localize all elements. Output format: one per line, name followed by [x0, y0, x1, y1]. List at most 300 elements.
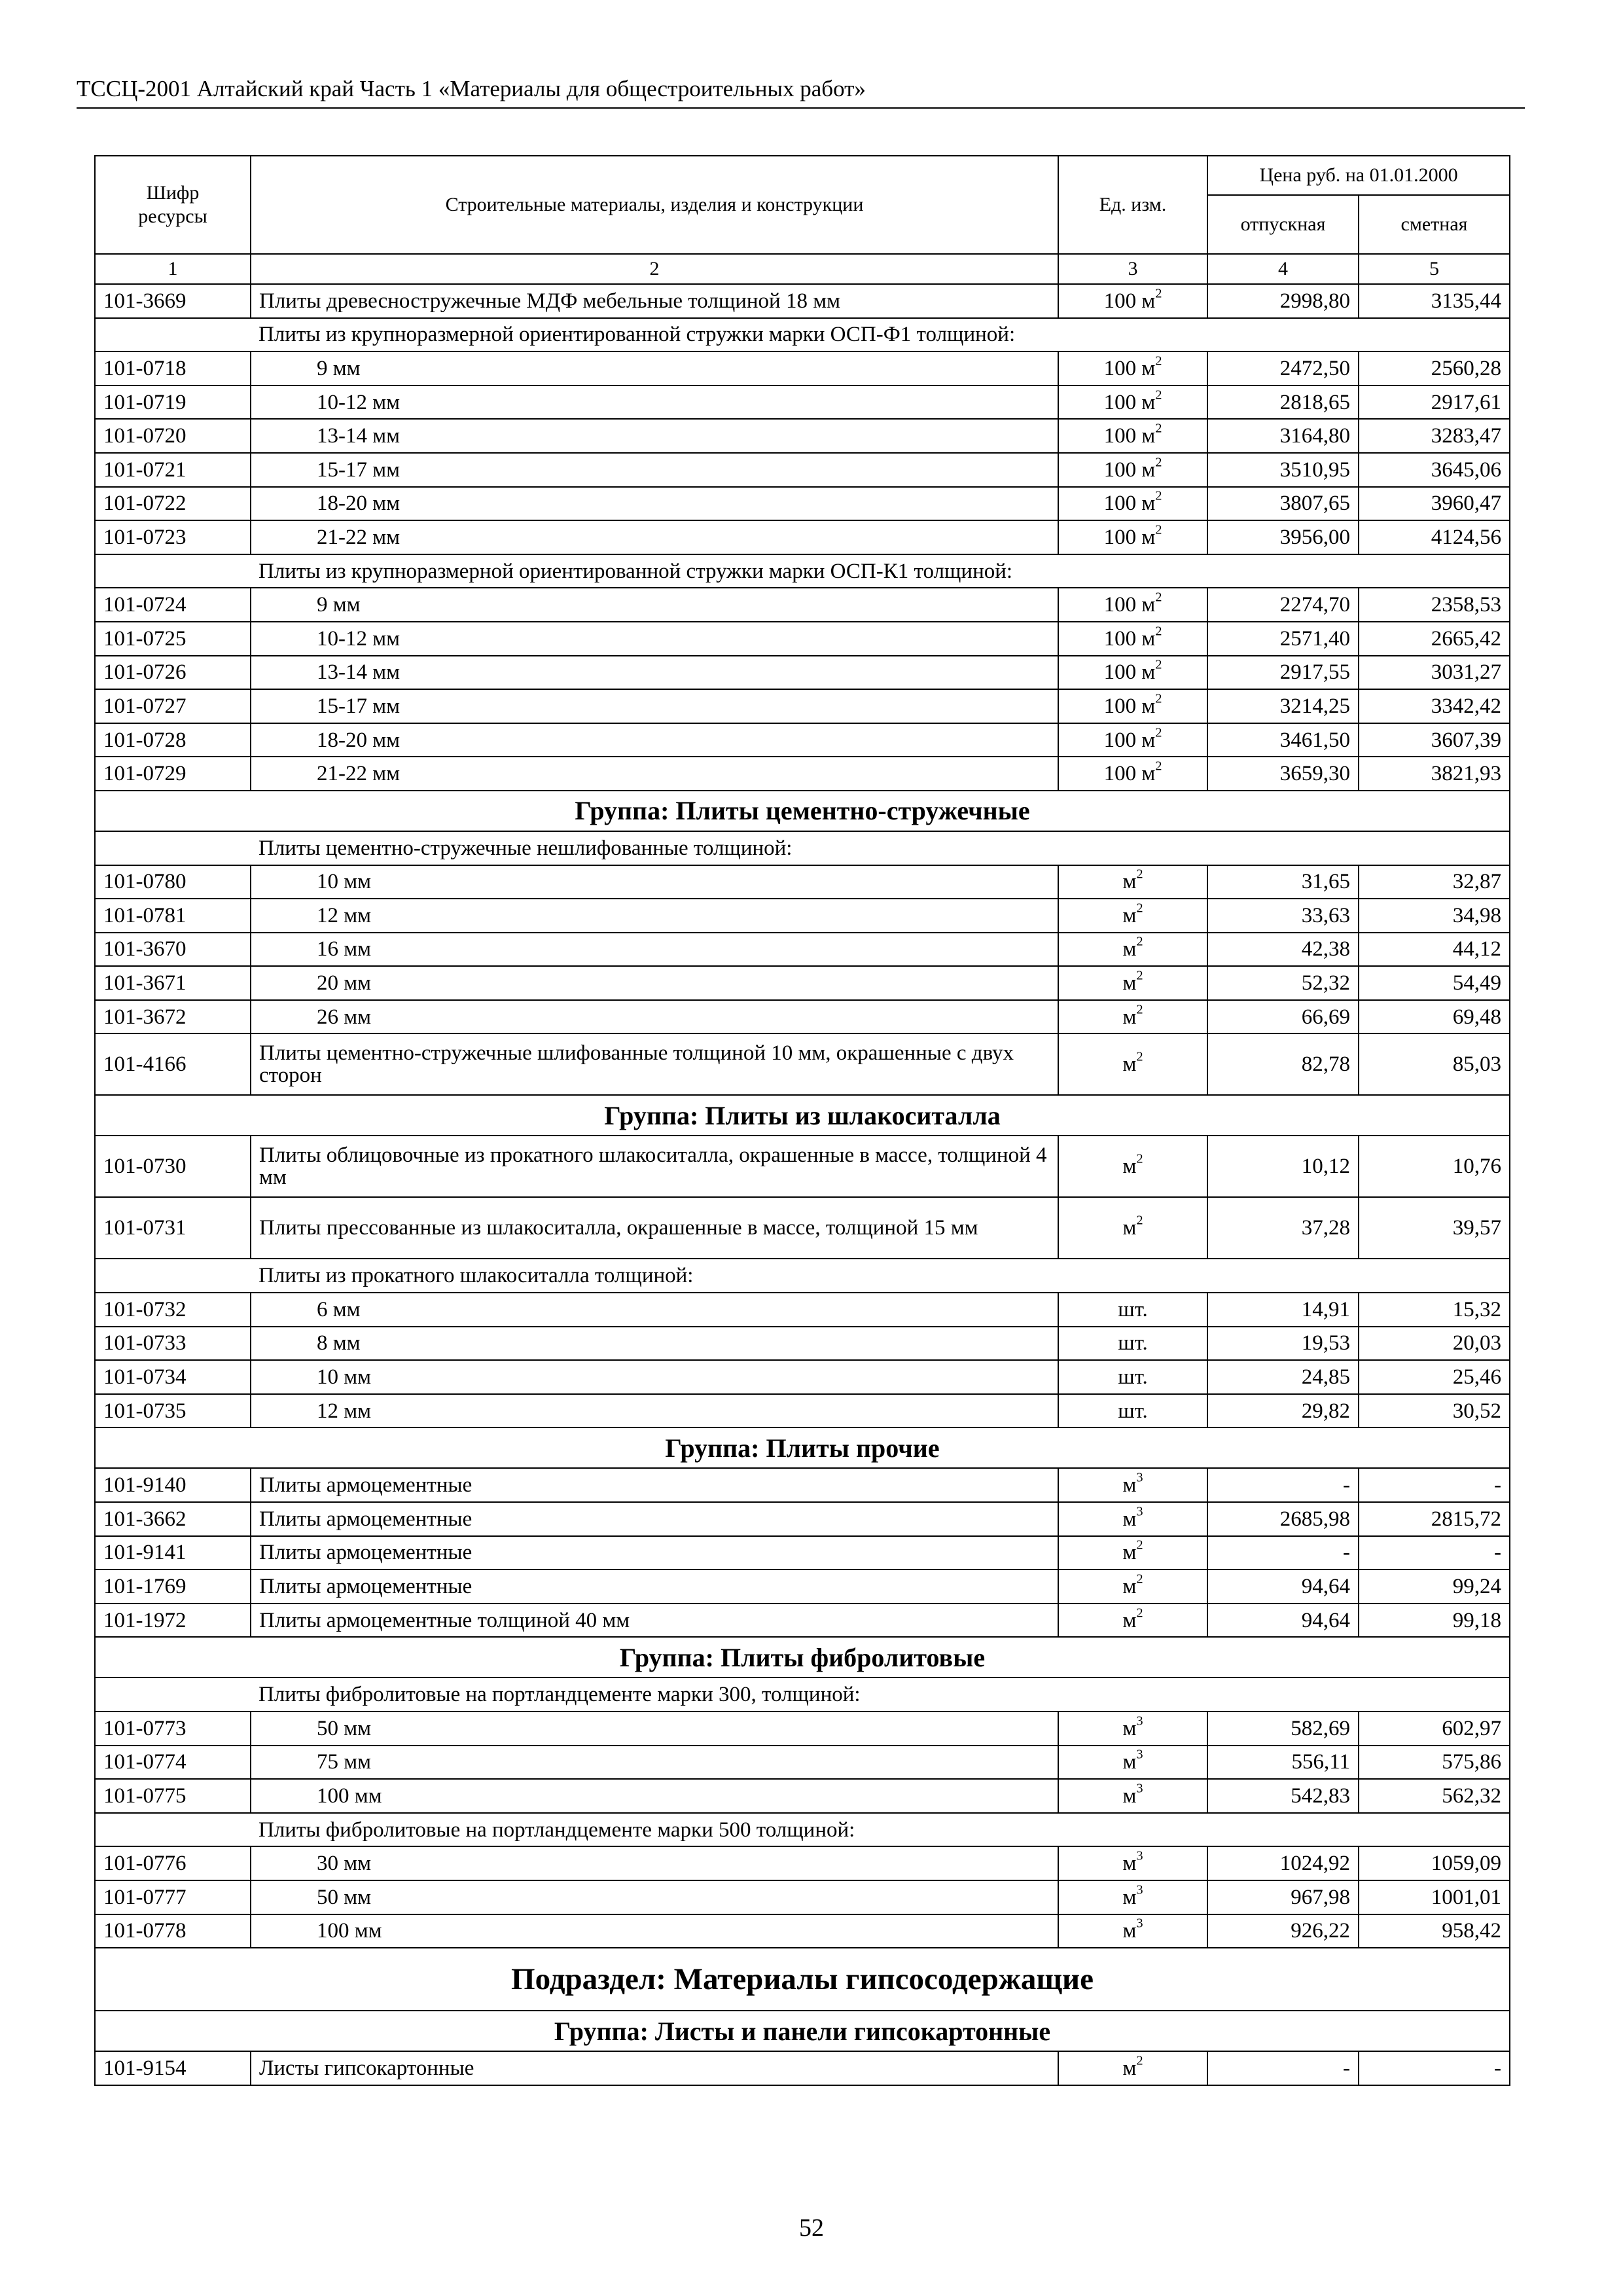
estimate-price: -: [1359, 1536, 1510, 1570]
resource-code: 101-0723: [95, 520, 251, 554]
item-name-cell: [251, 899, 1058, 933]
table-row: [95, 1327, 1510, 1361]
item-name-cell: [251, 351, 1058, 386]
estimate-price: 3342,42: [1359, 689, 1510, 723]
release-price: 94,64: [1207, 1604, 1359, 1638]
release-price: 2818,65: [1207, 386, 1359, 420]
unit-exponent: 2: [1155, 489, 1162, 504]
group-row: [95, 1095, 1510, 1136]
item-name-cell: [251, 520, 1058, 554]
unit-cell: [1058, 1570, 1207, 1604]
unit-cell: [1058, 1293, 1207, 1327]
release-price: 66,69: [1207, 1000, 1359, 1034]
document-header: ТССЦ-2001 Алтайский край Часть 1 «Материалы для общестроительных работ»: [77, 73, 1525, 109]
unit-cell: [1058, 1712, 1207, 1746]
unit-cell: [1058, 899, 1207, 933]
resource-code: 101-0724: [95, 588, 251, 622]
group-row: [95, 1427, 1510, 1468]
resource-code: 101-9154: [95, 2051, 251, 2085]
unit: м: [1122, 971, 1137, 996]
resource-code: 101-0722: [95, 487, 251, 521]
subheading-row: [95, 831, 1510, 865]
item-name: Листы гипсокартонные: [259, 2056, 474, 2080]
item-name-cell: [251, 1360, 1058, 1394]
item-name-cell: [251, 1880, 1058, 1914]
estimate-price: 25,46: [1359, 1360, 1510, 1394]
unit: м: [1122, 870, 1137, 894]
release-price: -: [1207, 2051, 1359, 2085]
unit-exponent: 3: [1136, 1470, 1143, 1485]
unit-cell: [1058, 966, 1207, 1000]
resource-code: 101-0732: [95, 1293, 251, 1327]
table-row: [95, 1570, 1510, 1604]
estimate-price: 99,18: [1359, 1604, 1510, 1638]
unit-exponent: 3: [1136, 1916, 1143, 1931]
estimate-price: 562,32: [1359, 1779, 1510, 1813]
estimate-price: 54,49: [1359, 966, 1510, 1000]
unit-cell: [1058, 1880, 1207, 1914]
item-name-cell: [251, 453, 1058, 487]
table-row: [95, 966, 1510, 1000]
resource-code: 101-0725: [95, 622, 251, 656]
table-row: [95, 622, 1510, 656]
item-name-cell: [251, 1846, 1058, 1880]
table-row: [95, 1846, 1510, 1880]
item-name-cell: [251, 1712, 1058, 1746]
unit-cell: [1058, 865, 1207, 899]
unit-exponent: 2: [1136, 1571, 1143, 1587]
item-name-cell: [251, 1604, 1058, 1638]
unit-cell: [1058, 386, 1207, 420]
empty-cell: [95, 554, 251, 588]
estimate-price: 69,48: [1359, 1000, 1510, 1034]
empty-cell: [95, 1677, 251, 1712]
estimate-price: 39,57: [1359, 1197, 1510, 1259]
estimate-price: 34,98: [1359, 899, 1510, 933]
unit-exponent: 2: [1136, 1002, 1143, 1017]
table-row: [95, 689, 1510, 723]
unit: м: [1122, 1052, 1137, 1077]
resource-code: 101-3672: [95, 1000, 251, 1034]
item-name-cell: [251, 284, 1058, 318]
unit-exponent: 2: [1155, 759, 1162, 774]
column-number: 4: [1207, 254, 1359, 284]
release-price: 2917,55: [1207, 656, 1359, 690]
item-name-cell: [251, 933, 1058, 967]
unit-exponent: 2: [1155, 387, 1162, 403]
unit: 100 м: [1103, 525, 1156, 549]
release-price: 37,28: [1207, 1197, 1359, 1259]
unit-cell: [1058, 1360, 1207, 1394]
item-name: 26 мм: [317, 1005, 372, 1029]
unit: м: [1122, 1784, 1137, 1808]
estimate-price: 3821,93: [1359, 757, 1510, 791]
group-row: [95, 791, 1510, 831]
item-name: 12 мм: [317, 903, 372, 927]
item-name: Плиты армоцементные: [259, 1507, 473, 1531]
unit: м: [1122, 1750, 1137, 1774]
resource-code: 101-0720: [95, 419, 251, 453]
release-price: 52,32: [1207, 966, 1359, 1000]
table-row: [95, 865, 1510, 899]
subsection-heading: Подраздел: Материалы гипсосодержащие: [95, 1948, 1510, 2011]
subheading: Плиты из крупноразмерной ориентированной стружки марки ОСП-К1 толщиной:: [251, 554, 1510, 588]
item-name-cell: [251, 1197, 1058, 1259]
resource-code: 101-0729: [95, 757, 251, 791]
resource-code: 101-0719: [95, 386, 251, 420]
estimate-price: -: [1359, 1468, 1510, 1502]
resource-code: 101-0780: [95, 865, 251, 899]
unit-cell: [1058, 487, 1207, 521]
empty-cell: [95, 318, 251, 352]
column-header-release-price: отпускная: [1207, 195, 1359, 254]
table-row: [95, 588, 1510, 622]
unit-cell: [1058, 689, 1207, 723]
unit-exponent: 2: [1136, 867, 1143, 882]
unit: м: [1122, 1852, 1137, 1876]
release-price: 556,11: [1207, 1746, 1359, 1780]
resource-code: 101-4166: [95, 1033, 251, 1095]
release-price: 3164,80: [1207, 419, 1359, 453]
resource-code: 101-0735: [95, 1394, 251, 1428]
unit-cell: [1058, 588, 1207, 622]
resource-code: 101-0778: [95, 1914, 251, 1948]
unit-exponent: 2: [1155, 421, 1162, 436]
unit-cell: [1058, 1604, 1207, 1638]
estimate-price: 20,03: [1359, 1327, 1510, 1361]
release-price: 3214,25: [1207, 689, 1359, 723]
estimate-price: 30,52: [1359, 1394, 1510, 1428]
release-price: 3807,65: [1207, 487, 1359, 521]
resource-code: 101-0773: [95, 1712, 251, 1746]
estimate-price: -: [1359, 2051, 1510, 2085]
unit-cell: [1058, 419, 1207, 453]
release-price: 2571,40: [1207, 622, 1359, 656]
item-name-cell: [251, 1394, 1058, 1428]
item-name: 20 мм: [317, 971, 372, 996]
unit-cell: [1058, 1846, 1207, 1880]
column-header-estimate-price: сметная: [1359, 195, 1510, 254]
subheading: Плиты из крупноразмерной ориентированной стружки марки ОСП-Ф1 толщиной:: [251, 318, 1510, 352]
release-price: 42,38: [1207, 933, 1359, 967]
release-price: 2685,98: [1207, 1502, 1359, 1536]
release-price: 29,82: [1207, 1394, 1359, 1428]
item-name: 100 мм: [317, 1919, 382, 1943]
table-row: [95, 1197, 1510, 1259]
unit: 100 м: [1103, 762, 1156, 786]
column-number: 2: [251, 254, 1058, 284]
release-price: -: [1207, 1468, 1359, 1502]
estimate-price: 15,32: [1359, 1293, 1510, 1327]
estimate-price: 2358,53: [1359, 588, 1510, 622]
estimate-price: 602,97: [1359, 1712, 1510, 1746]
resource-code: 101-9140: [95, 1468, 251, 1502]
release-price: 3659,30: [1207, 757, 1359, 791]
release-price: 2998,80: [1207, 284, 1359, 318]
table-row: [95, 1033, 1510, 1095]
unit: м: [1122, 1919, 1137, 1943]
resource-code: 101-0777: [95, 1880, 251, 1914]
unit-exponent: 2: [1136, 935, 1143, 950]
table-row: [95, 1293, 1510, 1327]
estimate-price: 2665,42: [1359, 622, 1510, 656]
subheading-row: [95, 1677, 1510, 1712]
unit-exponent: 3: [1136, 1748, 1143, 1763]
item-name: Плиты армоцементные толщиной 40 мм: [259, 1608, 630, 1632]
unit: шт.: [1118, 1399, 1148, 1423]
unit-exponent: 2: [1155, 691, 1162, 706]
resource-code: 101-0731: [95, 1197, 251, 1259]
table-row: [95, 656, 1510, 690]
table-row: [95, 2051, 1510, 2085]
item-name: Плиты армоцементные: [259, 1541, 473, 1565]
unit-exponent: 2: [1155, 353, 1162, 368]
unit: 100 м: [1103, 593, 1156, 617]
item-name: 15-17 мм: [317, 457, 401, 482]
column-number: 5: [1359, 254, 1510, 284]
item-name: Плиты облицовочные из прокатного шлакоситалла, окрашенные в массе, толщиной 4 мм: [259, 1143, 1047, 1190]
unit-cell: [1058, 1136, 1207, 1197]
unit: м: [1122, 937, 1137, 961]
item-name: 15-17 мм: [317, 694, 401, 718]
column-header-unit: Ед. изм.: [1058, 156, 1207, 254]
item-name: 16 мм: [317, 937, 372, 961]
subheading: Плиты из прокатного шлакоситалла толщиной:: [251, 1259, 1510, 1293]
item-name-cell: [251, 419, 1058, 453]
item-name-cell: [251, 386, 1058, 420]
table-row: [95, 487, 1510, 521]
unit: 100 м: [1103, 492, 1156, 516]
item-name: 18-20 мм: [317, 728, 401, 752]
resource-code: 101-0728: [95, 723, 251, 757]
table-row: [95, 1394, 1510, 1428]
table-row: [95, 1880, 1510, 1914]
unit: м: [1122, 1216, 1137, 1240]
unit-cell: [1058, 1536, 1207, 1570]
table-row: [95, 453, 1510, 487]
estimate-price: 3960,47: [1359, 487, 1510, 521]
subsection-row: [95, 1948, 1510, 2011]
unit-exponent: 2: [1155, 590, 1162, 605]
item-name: Плиты древесностружечные МДФ мебельные толщиной 18 мм: [259, 289, 840, 313]
unit-exponent: 3: [1136, 1781, 1143, 1796]
item-name: 50 мм: [317, 1885, 372, 1909]
group-heading: Группа: Листы и панели гипсокартонные: [95, 2011, 1510, 2051]
unit-cell: [1058, 757, 1207, 791]
item-name: 10 мм: [317, 870, 372, 894]
unit-exponent: 3: [1136, 1848, 1143, 1863]
release-price: 24,85: [1207, 1360, 1359, 1394]
table-row: [95, 351, 1510, 386]
item-name-cell: [251, 622, 1058, 656]
unit-cell: [1058, 351, 1207, 386]
release-price: 82,78: [1207, 1033, 1359, 1095]
unit-exponent: 2: [1136, 1538, 1143, 1553]
item-name-cell: [251, 1570, 1058, 1604]
unit-cell: [1058, 284, 1207, 318]
item-name-cell: [251, 2051, 1058, 2085]
column-header-code: Шифр ресурсы: [95, 156, 251, 254]
subheading-row: [95, 318, 1510, 352]
unit-exponent: 2: [1136, 1213, 1143, 1229]
subheading-row: [95, 554, 1510, 588]
release-price: -: [1207, 1536, 1359, 1570]
release-price: 582,69: [1207, 1712, 1359, 1746]
unit: м: [1122, 1005, 1137, 1029]
table-row: [95, 1779, 1510, 1813]
estimate-price: 2917,61: [1359, 386, 1510, 420]
unit-exponent: 2: [1155, 286, 1162, 301]
unit-exponent: 2: [1136, 1050, 1143, 1065]
item-name-cell: [251, 1779, 1058, 1813]
unit: 100 м: [1103, 424, 1156, 448]
table-row: [95, 723, 1510, 757]
unit: м: [1122, 1716, 1137, 1740]
unit-cell: [1058, 1468, 1207, 1502]
estimate-price: 1001,01: [1359, 1880, 1510, 1914]
table-row: [95, 1914, 1510, 1948]
unit-exponent: 2: [1136, 968, 1143, 983]
item-name: 12 мм: [317, 1399, 372, 1423]
estimate-price: 3607,39: [1359, 723, 1510, 757]
release-price: 926,22: [1207, 1914, 1359, 1948]
item-name-cell: [251, 689, 1058, 723]
group-heading: Группа: Плиты фибролитовые: [95, 1637, 1510, 1677]
unit-exponent: 2: [1136, 1152, 1143, 1167]
unit: м: [1122, 1885, 1137, 1909]
item-name-cell: [251, 487, 1058, 521]
release-price: 94,64: [1207, 1570, 1359, 1604]
item-name-cell: [251, 1327, 1058, 1361]
group-row: [95, 2011, 1510, 2051]
item-name: 50 мм: [317, 1716, 372, 1740]
item-name-cell: [251, 1502, 1058, 1536]
resource-code: 101-0718: [95, 351, 251, 386]
unit-cell: [1058, 1327, 1207, 1361]
release-price: 10,12: [1207, 1136, 1359, 1197]
resource-code: 101-3670: [95, 933, 251, 967]
resource-code: 101-9141: [95, 1536, 251, 1570]
release-price: 967,98: [1207, 1880, 1359, 1914]
unit: м: [1122, 1575, 1137, 1599]
item-name: 13-14 мм: [317, 660, 401, 685]
subheading: Плиты фибролитовые на портландцементе марки 500 толщиной:: [251, 1813, 1510, 1847]
item-name-cell: [251, 757, 1058, 791]
item-name: 8 мм: [317, 1331, 361, 1355]
resource-code: 101-0733: [95, 1327, 251, 1361]
unit: 100 м: [1103, 660, 1156, 685]
item-name-cell: [251, 1033, 1058, 1095]
subheading-row: [95, 1259, 1510, 1293]
page-number: 52: [799, 2214, 824, 2242]
empty-cell: [95, 831, 251, 865]
column-number: 3: [1058, 254, 1207, 284]
estimate-price: 3645,06: [1359, 453, 1510, 487]
group-row: [95, 1637, 1510, 1677]
unit-cell: [1058, 1000, 1207, 1034]
resource-code: 101-3671: [95, 966, 251, 1000]
table-row: [95, 386, 1510, 420]
estimate-price: 3135,44: [1359, 284, 1510, 318]
unit-cell: [1058, 1502, 1207, 1536]
table-row: [95, 1502, 1510, 1536]
unit-exponent: 2: [1155, 522, 1162, 537]
estimate-price: 44,12: [1359, 933, 1510, 967]
item-name: 6 мм: [317, 1297, 361, 1321]
unit: 100 м: [1103, 289, 1156, 313]
unit: шт.: [1118, 1365, 1148, 1390]
unit: 100 м: [1103, 626, 1156, 651]
resource-code: 101-0776: [95, 1846, 251, 1880]
resource-code: 101-1972: [95, 1604, 251, 1638]
release-price: 3510,95: [1207, 453, 1359, 487]
table-row: [95, 1000, 1510, 1034]
estimate-price: 32,87: [1359, 865, 1510, 899]
column-number: 1: [95, 254, 251, 284]
table-row: [95, 1604, 1510, 1638]
estimate-price: 10,76: [1359, 1136, 1510, 1197]
table-row: [95, 757, 1510, 791]
item-name: 18-20 мм: [317, 492, 401, 516]
release-price: 2274,70: [1207, 588, 1359, 622]
release-price: 14,91: [1207, 1293, 1359, 1327]
table-row: [95, 899, 1510, 933]
subheading: Плиты цементно-стружечные нешлифованные толщиной:: [251, 831, 1510, 865]
item-name-cell: [251, 1000, 1058, 1034]
unit: м: [1122, 1608, 1137, 1632]
unit-cell: [1058, 2051, 1207, 2085]
release-price: 542,83: [1207, 1779, 1359, 1813]
unit-exponent: 3: [1136, 1504, 1143, 1519]
unit: м: [1122, 1155, 1137, 1179]
unit-exponent: 2: [1155, 725, 1162, 740]
item-name: 30 мм: [317, 1852, 372, 1876]
table-row: [95, 1712, 1510, 1746]
resource-code: 101-0734: [95, 1360, 251, 1394]
estimate-price: 3283,47: [1359, 419, 1510, 453]
unit: 100 м: [1103, 356, 1156, 380]
estimate-price: 958,42: [1359, 1914, 1510, 1948]
item-name-cell: [251, 1536, 1058, 1570]
resource-code: 101-0727: [95, 689, 251, 723]
resource-code: 101-0775: [95, 1779, 251, 1813]
item-name-cell: [251, 1136, 1058, 1197]
table-row: [95, 1360, 1510, 1394]
item-name-cell: [251, 1914, 1058, 1948]
table-row: [95, 933, 1510, 967]
unit-cell: [1058, 723, 1207, 757]
resource-code: 101-0721: [95, 453, 251, 487]
resource-code: 101-0774: [95, 1746, 251, 1780]
unit-exponent: 2: [1155, 455, 1162, 470]
column-header-name: Строительные материалы, изделия и конструкции: [251, 156, 1058, 254]
item-name: 10-12 мм: [317, 626, 401, 651]
item-name-cell: [251, 1746, 1058, 1780]
unit-exponent: 2: [1136, 2053, 1143, 2068]
unit-cell: [1058, 520, 1207, 554]
release-price: 3956,00: [1207, 520, 1359, 554]
estimate-price: 4124,56: [1359, 520, 1510, 554]
column-header-price: Цена руб. на 01.01.2000: [1207, 156, 1510, 195]
table-row: [95, 1536, 1510, 1570]
resource-code: 101-3669: [95, 284, 251, 318]
item-name-cell: [251, 1468, 1058, 1502]
release-price: 2472,50: [1207, 351, 1359, 386]
unit: 100 м: [1103, 390, 1156, 414]
unit-cell: [1058, 453, 1207, 487]
unit: 100 м: [1103, 728, 1156, 752]
table-row: [95, 284, 1510, 318]
